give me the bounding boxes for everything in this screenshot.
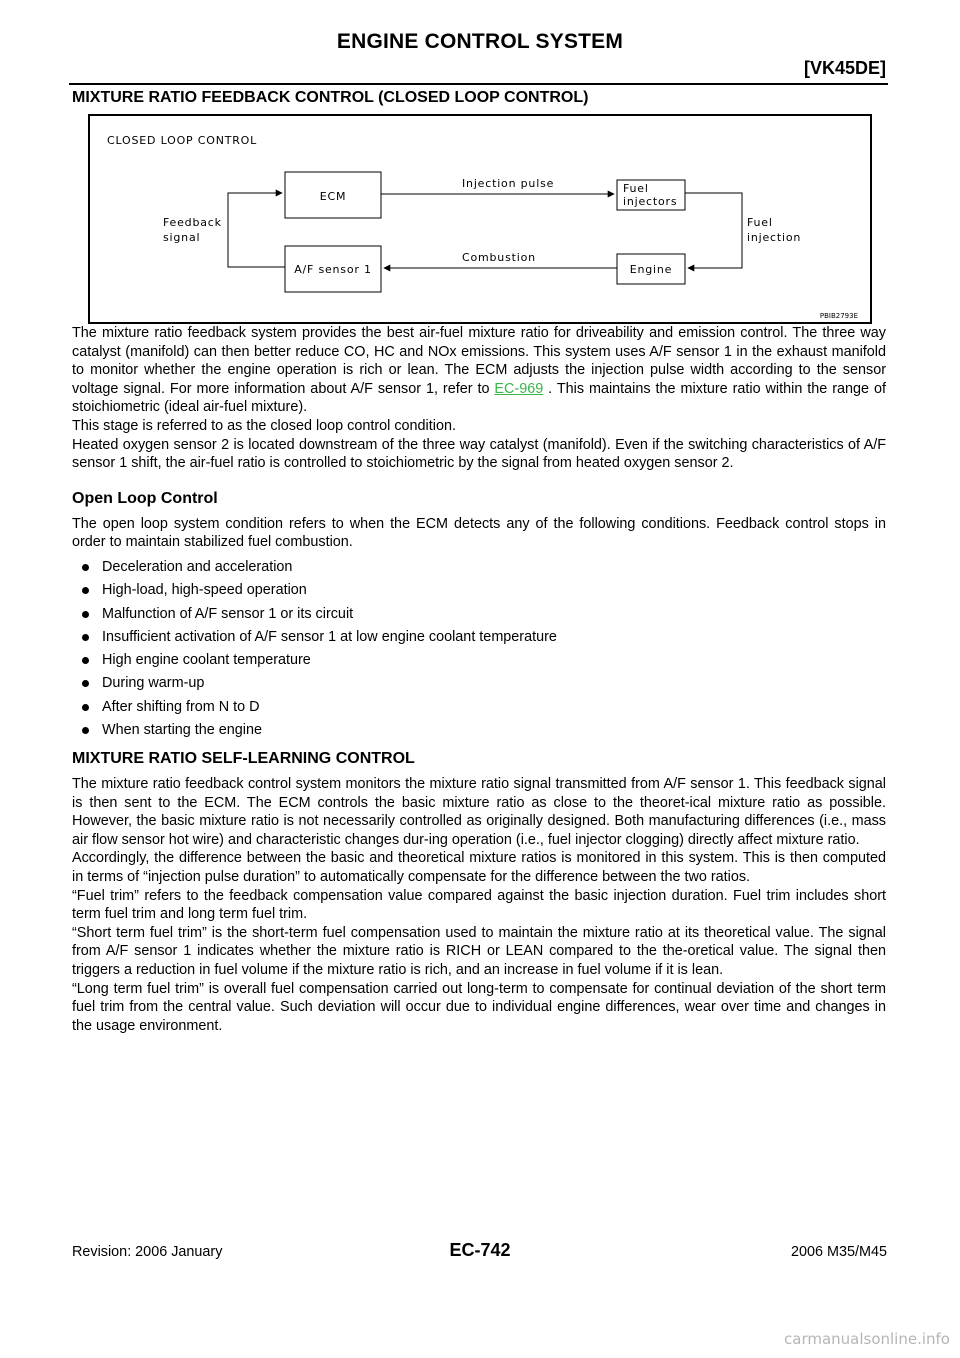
ecm-label: ECM <box>319 190 347 203</box>
list-item: Deceleration and acceleration <box>72 558 886 576</box>
section-heading-self-learning: MIXTURE RATIO SELF-LEARNING CONTROL <box>72 750 415 768</box>
footer-page-number: EC-742 <box>449 1240 511 1260</box>
watermark: carmanualsonline.info <box>784 1330 950 1348</box>
footer-model: 2006 M35/M45 <box>791 1244 887 1260</box>
bullet-icon <box>82 727 89 734</box>
closed-loop-condition-paragraph: This stage is referred to as the closed loop control condition. <box>72 417 456 434</box>
list-item: High engine coolant temperature <box>72 651 886 669</box>
bullet-icon <box>82 634 89 641</box>
fuel-injection-line <box>685 193 742 268</box>
af-sensor-label: A/F sensor 1 <box>294 263 372 276</box>
feedback-label-line1: Feedback <box>163 216 222 229</box>
self-learning-paragraph-2: Accordingly, the difference between the basic and theoretical mixture ratios is monitored in this system. This is then computed in terms of “injection pulse duration” to automatically compensate for the difference between the two ratios. <box>72 850 886 885</box>
page-header-model: [VK45DE] <box>803 58 886 78</box>
open-loop-intro: The open loop system condition refers to when the ECM detects any of the following conditions. Feedback control stops in order to maintain stabilized fuel combustion. <box>72 515 886 551</box>
page-header-title: ENGINE CONTROL SYSTEM <box>336 30 624 53</box>
ec-969-link[interactable]: EC-969 <box>494 380 544 397</box>
engine-label: Engine <box>629 263 673 276</box>
bullet-icon <box>82 564 89 571</box>
list-item: High-load, high-speed operation <box>72 581 886 599</box>
page-content <box>72 88 886 1035</box>
list-item: Malfunction of A/F sensor 1 or its circuit <box>72 605 886 623</box>
closed-loop-paragraph <box>72 324 886 417</box>
fuel-injection-label-line2: injection <box>747 231 802 244</box>
list-item: Insufficient activation of A/F sensor 1 at low engine coolant temperature <box>72 628 886 646</box>
figure-id: PBIB2793E <box>819 312 858 320</box>
feedback-signal-line <box>228 193 285 267</box>
list-item: When starting the engine <box>72 721 886 739</box>
list-item: During warm-up <box>72 674 886 692</box>
bullet-icon <box>82 587 89 594</box>
bullet-icon <box>82 704 89 711</box>
open-loop-conditions-list <box>72 558 886 739</box>
feedback-label-line2: signal <box>163 231 201 244</box>
bullet-icon <box>82 611 89 618</box>
self-learning-paragraph-4: “Short term fuel trim” is the short-term fuel compensation used to maintain the mixture ratio at its theoretical value. The signal from A/F sensor 1 indicates whether the mixture ratio is RICH or LEAN compared to the the-oretical value. The signal then triggers a reduction in fuel volume if the mixture ratio is rich, and an increase in fuel volume if it is lean. <box>72 924 886 978</box>
combustion-label: Combustion <box>462 251 536 264</box>
self-learning-paragraph-5: “Long term fuel trim” is overall fuel compensation carried out long-term to compensate for continual deviation of the short term fuel trim from the central value. Such deviation will occur due to individual engine differences, wear over time and changes in the usage environment. <box>72 980 886 1034</box>
section-heading-closed-loop: MIXTURE RATIO FEEDBACK CONTROL (CLOSED LOOP CONTROL) <box>72 89 589 106</box>
bullet-icon <box>82 657 89 664</box>
closed-loop-text-b: . This maintains the mixture ratio within the range of stoichiometric (ideal air-fuel mixture). <box>72 380 886 416</box>
closed-loop-text-a: The mixture ratio feedback system provides the best air-fuel mixture ratio for driveability and emission control. The three way catalyst (manifold) can then better reduce CO, HC and NOx emissions. This system uses A/F sensor 1 in the exhaust manifold to monitor whether the engine operation is rich or lean. The ECM adjusts the injection pulse width according to the sensor voltage signal. For more information about A/F sensor 1, refer to <box>72 325 886 397</box>
diagram-title: CLOSED LOOP CONTROL <box>107 134 258 147</box>
header-divider <box>69 83 888 85</box>
fuel-injectors-label-line1: Fuel <box>623 182 649 195</box>
list-item: After shifting from N to D <box>72 698 886 716</box>
fuel-injection-label-line1: Fuel <box>747 216 773 229</box>
self-learning-paragraph-1: The mixture ratio feedback control system monitors the mixture ratio signal transmitted from A/F sensor 1. This feedback signal is then sent to the ECM. The ECM controls the basic mixture ratio as close to the theoret-ical mixture ratio as possible. However, the basic mixture ratio is not necessarily controlled as originally designed. Both manufacturing differences (i.e., mass air flow sensor hot wire) and characteristic changes dur-ing operation (i.e., fuel injector clogging) directly affect mixture ratio. <box>72 776 886 848</box>
section-heading-open-loop: Open Loop Control <box>72 489 218 507</box>
injection-pulse-label: Injection pulse <box>462 177 555 190</box>
fuel-injectors-label-line2: injectors <box>623 195 678 208</box>
footer-revision: Revision: 2006 January <box>72 1244 223 1260</box>
closed-loop-diagram <box>88 114 872 324</box>
bullet-icon <box>82 680 89 687</box>
closed-loop-diagram-svg <box>90 116 870 322</box>
self-learning-paragraph-3: “Fuel trim” refers to the feedback compensation value compared against the basic injection duration. Fuel trim includes short term fuel trim and long term fuel trim. <box>72 887 886 923</box>
heated-oxygen-sensor-paragraph: Heated oxygen sensor 2 is located downstream of the three way catalyst (manifold). Even if the switching characteristics of A/F sensor 1 shift, the air-fuel ratio is controlled to stoichiometric by the signal from heated oxygen sensor 2. <box>72 436 886 472</box>
